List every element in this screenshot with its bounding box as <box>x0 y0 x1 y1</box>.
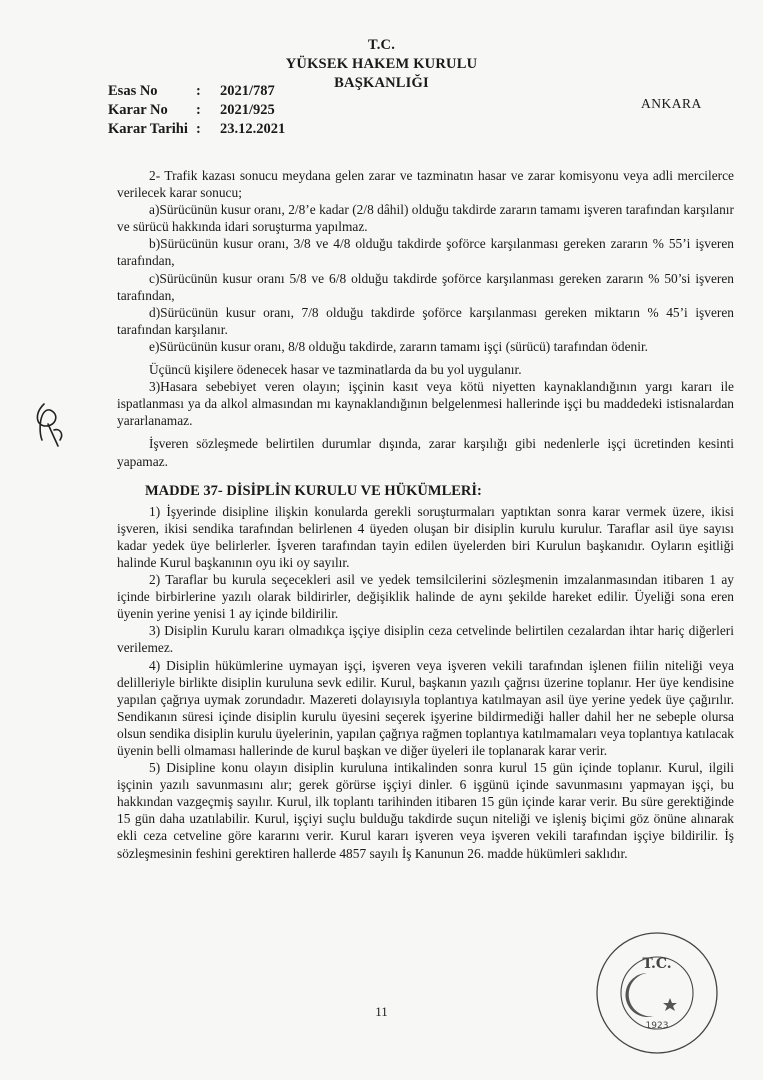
document-body <box>117 167 734 862</box>
tarih-label: Karar Tarihi <box>108 121 188 137</box>
paragraph: e)Sürücünün kusur oranı, 8/8 olduğu takdirde, zararın tamamı işçi (sürücü) tarafından ödenir. <box>149 338 649 354</box>
paragraph: b)Sürücünün kusur oranı, 3/8 ve 4/8 olduğu takdirde şoförce karşılanması gereken zararın % 55’i işveren tarafından, <box>117 236 734 269</box>
article-heading: MADDE 37- DİSİPLİN KURULU VE HÜKÜMLERİ: <box>145 482 482 499</box>
paragraph: 5) Disipline konu olayın disiplin kuruluna intikalinden sonra kurul 15 gün içinde toplanır. Kurul, ilgili işçinin yazılı savunmasını alır; gerek görürse işçiyi dinler. 6 işgünü içinde savunmasını yapmayan işçi, bu hakkından vazgeçmiş sayılır. Kurul, ilk toplantı tarihinden itibaren 15 gün içinde karar verir. Bu süre gerektiğinde 15 gün daha uzatılabilir. Kurul, işçiyi suçlu bulduğu takdirde suçun niteliği ve işleniş biçimi göz önüne alınarak ekli ceza cetveline göre kararını verir. Kurul kararı işveren veya işveren vekili tarafından işçiye bildirilir. İş sözleşmesinin feshini gerektiren hallerde 4857 sayılı İş Kanunun 26. madde hükümleri saklıdır. <box>117 760 734 861</box>
tarih-row <box>108 120 285 139</box>
paragraph: 2) Taraflar bu kurula seçecekleri asil ve yedek temsilcilerini sözleşmenin imzalanmasından itibaren 1 ay içinde birbirlerine yazılı olarak bildirirler, değişiklik halinde de aynı şekilde hareket edilir. Üyeliği sona eren üyenin yerine yenisi 1 ay içinde bildirilir. <box>117 572 734 622</box>
karar-label: Karar No <box>108 102 168 118</box>
seal-center-text: T.C. <box>642 956 672 972</box>
karar-row <box>108 101 285 120</box>
esas-value: 2021/787 <box>220 83 275 99</box>
paragraph: c)Sürücünün kusur oranı 5/8 ve 6/8 olduğu takdirde şoförce karşılanması gereken zararın % 50’si işveren tarafından, <box>117 270 734 303</box>
paragraph: 3)Hasara sebebiyet veren olayın; işçinin kasıt veya kötü niyetten kaynaklandığının yargı kararı ile ispatlanması ya da alkol almasından mı kaynaklandığının belgelenmesi hallerinde işçi bu maddedeki istisnalardan yararlanamaz. <box>117 379 734 429</box>
esas-row <box>108 82 285 101</box>
tarih-value: 23.12.2021 <box>220 121 286 137</box>
header-institution: YÜKSEK HAKEM KURULU <box>285 56 478 72</box>
esas-label: Esas No <box>108 83 158 99</box>
paragraph: 4) Disiplin hükümlerine uymayan işçi, işveren veya işveren vekili tarafından işlenen fiilin niteliği veya delilleriyle birlikte disiplin kuruluna sevk edilir. Kurul, başkanın yazılı çağrısı üzerine toplanır. Her üye kendisine yapılan çağrıya uymak zorundadır. Mazereti dolayısıyla toplantıya katılmayan asil üye yerine yedek üye çağırılır. Sendikanın süresi içinde disiplin kurulu üyesini seçerek işyerine bildirmediği haller dahil her ne sebeple olursa olsun sendika disiplin kurulu üyelerinin, yapılan çağrıya rağmen toplantıya katılmamaları veya toplantıya katılacak üyenin belli olmaması hallerinde de kurul başkan ve diğer üyeleri ile toplanarak karar verir. <box>117 657 734 758</box>
paragraph: 3) Disiplin Kurulu kararı olmadıkça işçiye disiplin ceza cetvelinde belirtilen cezalardan ihtar hariç diğerleri verilemez. <box>117 623 734 656</box>
header-presidency: BAŞKANLIĞI <box>334 75 429 91</box>
karar-value: 2021/925 <box>220 102 275 118</box>
colon: : <box>196 83 201 99</box>
case-meta <box>108 82 285 139</box>
page-number: 11 <box>375 1004 388 1019</box>
official-seal-icon <box>592 928 722 1063</box>
colon: : <box>196 102 201 118</box>
city: ANKARA <box>641 96 702 111</box>
paragraph: İşveren sözleşmede belirtilen durumlar dışında, zarar karşılığı gibi nedenlerle işçi ücretinden kesinti yapamaz. <box>117 436 734 469</box>
seal-year: 1923 <box>645 1021 669 1031</box>
header-tc: T.C. <box>367 37 396 53</box>
paragraph: Üçüncü kişilere ödenecek hasar ve tazminatlarda da bu yol uygulanır. <box>149 362 522 378</box>
handwritten-initial-icon <box>30 400 70 455</box>
paragraph: a)Sürücünün kusur oranı, 2/8’e kadar (2/8 dâhil) olduğu takdirde zararın tamamı işveren tarafından karşılanır ve sürücü hakkında idari soruşturma yapılmaz. <box>117 202 734 235</box>
colon: : <box>196 121 201 137</box>
paragraph: d)Sürücünün kusur oranı, 7/8 olduğu takdirde şoförce karşılanması gereken miktarın % 45’i işveren tarafından karşılanır. <box>117 304 734 337</box>
paragraph: 2- Trafik kazası sonucu meydana gelen zarar ve tazminatın hasar ve zarar komisyonu veya adli mercilerce verilecek karar sonucu; <box>117 168 734 201</box>
paragraph: 1) İşyerinde disipline ilişkin konularda gerekli soruşturmaları yaptıktan sonra karar vermek üzere, ikisi işveren, ikisi sendika tarafından belirlenen 4 üyeden oluşan bir disiplin kurulu kurulur. Taraflar asil üye sayısı kadar yedek üye belirlerler. İşveren tarafından tayin edilen üyelerden biri Kurulun başkanıdır. Oyların eşitliği halinde Kurul başkanının oyu iki oy sayılır. <box>117 503 734 570</box>
